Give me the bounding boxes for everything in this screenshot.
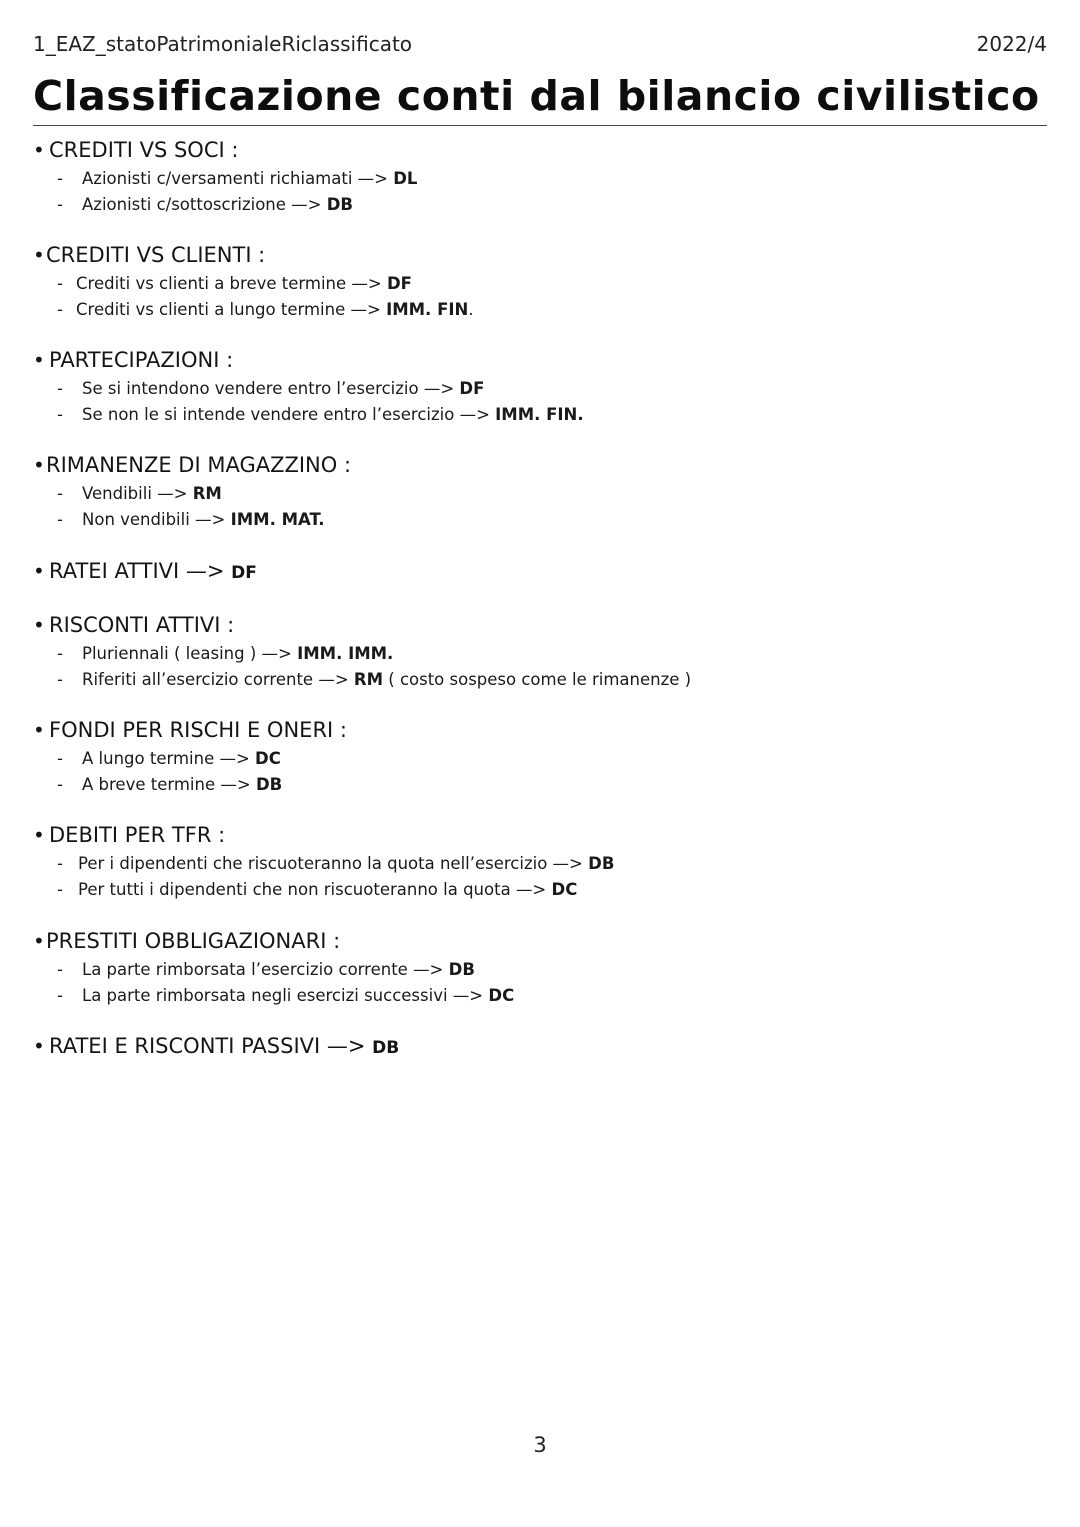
- section-classification-code: DF: [231, 563, 257, 583]
- dash-icon: -: [57, 509, 63, 529]
- list-item: [33, 192, 1043, 218]
- dash-icon: -: [57, 774, 63, 794]
- dash-icon: -: [57, 669, 63, 689]
- item-suffix: ( costo sospeso come le rimanenze ): [383, 669, 692, 689]
- list-item: [33, 297, 1043, 323]
- dash-icon: -: [57, 194, 63, 214]
- section-heading-text: RATEI ATTIVI —>: [49, 559, 232, 583]
- section-fondi-per-rischi-e-oneri: [33, 714, 1043, 797]
- item-text: Non vendibili —>: [82, 509, 231, 529]
- item-classification-code: DB: [448, 960, 475, 979]
- section-heading: [33, 609, 1043, 641]
- section-ratei-attivi: [33, 555, 1043, 587]
- section-items: [33, 376, 1043, 427]
- bullet-icon: •: [33, 348, 45, 372]
- section-items: [33, 481, 1043, 532]
- section-partecipazioni: [33, 344, 1043, 427]
- section-heading-text: PARTECIPAZIONI :: [49, 348, 234, 372]
- section-heading: [33, 344, 1043, 376]
- item-text: Azionisti c/sottoscrizione —>: [82, 194, 327, 214]
- section-rimanenze-di-magazzino: [33, 449, 1043, 532]
- item-text: Se non le si intende vendere entro l’esercizio —>: [82, 404, 496, 424]
- section-heading-text: RISCONTI ATTIVI :: [49, 613, 235, 637]
- item-text: Pluriennali ( leasing ) —>: [82, 644, 298, 663]
- section-crediti-vs-soci: [33, 134, 1043, 217]
- bullet-icon: •: [33, 243, 45, 267]
- section-heading: [33, 925, 1043, 957]
- section-heading-text: FONDI PER RISCHI E ONERI :: [49, 718, 347, 742]
- list-item: [33, 851, 1043, 877]
- title-divider: [33, 125, 1047, 126]
- dash-icon: -: [57, 985, 63, 1005]
- section-debiti-per-tfr: [33, 819, 1043, 902]
- item-text: Vendibili —>: [82, 484, 193, 503]
- document-header: [33, 32, 1047, 62]
- section-heading: [33, 449, 1043, 481]
- section-heading-text: RIMANENZE DI MAGAZZINO :: [46, 453, 352, 477]
- bullet-icon: •: [33, 559, 45, 583]
- list-item: [33, 271, 1043, 297]
- item-text: La parte rimborsata negli esercizi successivi —>: [82, 985, 489, 1005]
- dash-icon: -: [57, 960, 63, 979]
- section-classification-code: DB: [372, 1038, 400, 1058]
- section-heading: [33, 239, 1043, 271]
- section-heading-text: CREDITI VS SOCI :: [49, 138, 239, 162]
- list-item: [33, 772, 1043, 798]
- section-items: [33, 271, 1043, 322]
- item-text: Azionisti c/versamenti richiamati —>: [82, 169, 394, 188]
- item-classification-code: DB: [588, 854, 615, 873]
- item-text: Crediti vs clienti a lungo termine —>: [76, 299, 387, 319]
- item-classification-code: IMM. FIN: [386, 299, 469, 319]
- section-heading-text: CREDITI VS CLIENTI :: [46, 243, 266, 267]
- list-item: [33, 376, 1043, 402]
- bullet-icon: •: [33, 929, 45, 953]
- item-classification-code: DF: [459, 379, 485, 398]
- list-item: [33, 877, 1043, 903]
- item-classification-code: DC: [551, 879, 578, 899]
- item-text: Per i dipendenti che riscuoteranno la quota nell’esercizio —>: [78, 854, 589, 873]
- list-item: [33, 481, 1043, 507]
- item-classification-code: DL: [393, 169, 418, 188]
- section-items: [33, 746, 1043, 797]
- item-text: Se si intendono vendere entro l’esercizio —>: [82, 379, 460, 398]
- dash-icon: -: [57, 854, 63, 873]
- section-heading-text: RATEI E RISCONTI PASSIVI —>: [49, 1034, 373, 1058]
- list-item: [33, 983, 1043, 1009]
- section-heading: [33, 555, 1043, 587]
- dash-icon: -: [57, 274, 63, 293]
- list-item: [33, 402, 1043, 428]
- section-items: [33, 851, 1043, 902]
- section-items: [33, 957, 1043, 1008]
- item-classification-code: DC: [488, 985, 515, 1005]
- item-text: Riferiti all’esercizio corrente —>: [82, 669, 354, 689]
- item-classification-code: RM: [353, 669, 384, 689]
- list-item: [33, 746, 1043, 772]
- dash-icon: -: [57, 169, 63, 188]
- item-text: La parte rimborsata l’esercizio corrente —>: [82, 960, 449, 979]
- list-item: [33, 166, 1043, 192]
- item-text: A breve termine —>: [82, 774, 256, 794]
- item-suffix: .: [468, 299, 474, 319]
- section-ratei-e-risconti-passivi: [33, 1030, 1043, 1062]
- document-date: 2022/4: [976, 32, 1047, 56]
- dash-icon: -: [57, 484, 63, 503]
- dash-icon: -: [57, 299, 63, 319]
- section-heading: [33, 1030, 1043, 1062]
- list-item: [33, 667, 1043, 693]
- bullet-icon: •: [33, 138, 45, 162]
- section-prestiti-obbligazionari: [33, 925, 1043, 1008]
- document-file-name: 1_EAZ_statoPatrimonialeRiclassificato: [33, 32, 413, 56]
- section-heading: [33, 134, 1043, 166]
- section-heading: [33, 714, 1043, 746]
- dash-icon: -: [57, 404, 63, 424]
- item-text: Crediti vs clienti a breve termine —>: [76, 274, 387, 293]
- bullet-icon: •: [33, 1034, 45, 1058]
- item-classification-code: DB: [326, 194, 354, 214]
- item-text: Per tutti i dipendenti che non riscuoteranno la quota —>: [78, 879, 552, 899]
- bullet-icon: •: [33, 718, 45, 742]
- list-item: [33, 507, 1043, 533]
- section-crediti-vs-clienti: [33, 239, 1043, 322]
- section-heading-text: DEBITI PER TFR :: [49, 823, 226, 847]
- section-heading-text: PRESTITI OBBLIGAZIONARI :: [46, 929, 341, 953]
- bullet-icon: •: [33, 823, 45, 847]
- item-classification-code: DC: [255, 749, 281, 768]
- item-classification-code: DF: [386, 274, 412, 293]
- list-item: [33, 957, 1043, 983]
- section-heading: [33, 819, 1043, 851]
- item-classification-code: IMM. IMM.: [297, 644, 394, 663]
- list-item: [33, 641, 1043, 667]
- item-classification-code: DB: [255, 774, 283, 794]
- bullet-icon: •: [33, 453, 45, 477]
- item-classification-code: RM: [192, 484, 222, 503]
- page-number: 3: [533, 1433, 547, 1457]
- section-items: [33, 166, 1043, 217]
- item-classification-code: IMM. FIN.: [495, 404, 584, 424]
- section-risconti-attivi: [33, 609, 1043, 692]
- page-title: Classificazione conti dal bilancio civilistico: [33, 72, 1040, 120]
- bullet-icon: •: [33, 613, 45, 637]
- item-classification-code: IMM. MAT.: [230, 509, 325, 529]
- dash-icon: -: [57, 749, 63, 768]
- dash-icon: -: [57, 379, 63, 398]
- dash-icon: -: [57, 879, 63, 899]
- section-items: [33, 641, 1043, 692]
- dash-icon: -: [57, 644, 63, 663]
- item-text: A lungo termine —>: [82, 749, 256, 768]
